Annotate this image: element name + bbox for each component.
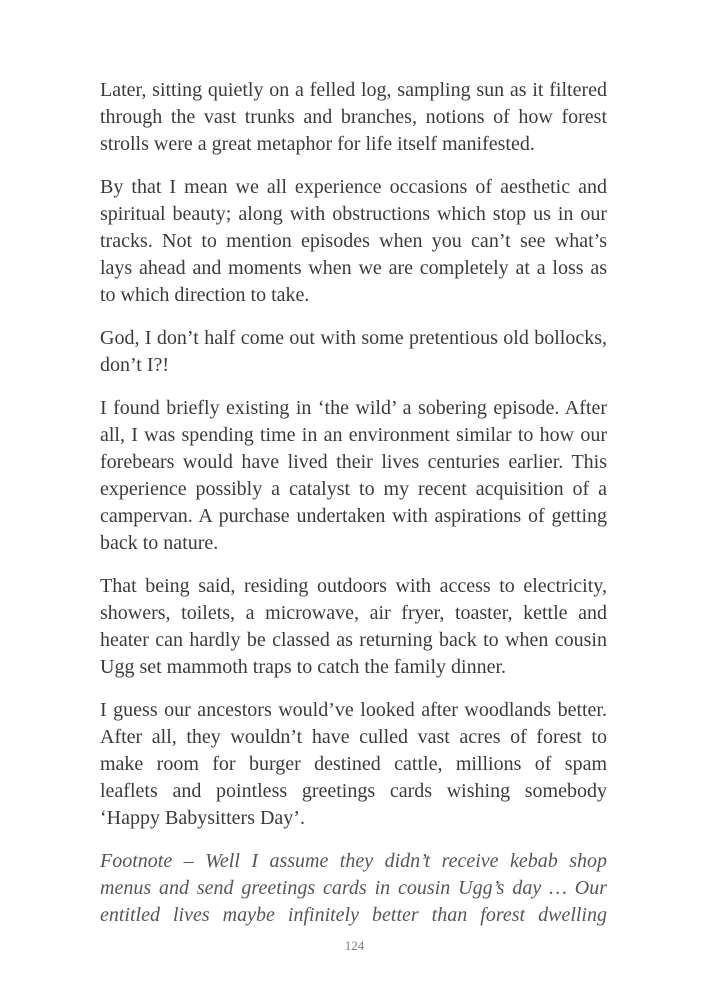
paragraph-line: Ugg set mammoth traps to catch the family dinner. [100, 656, 507, 678]
paragraph-line: to which direction to take. [100, 284, 310, 306]
paragraph-line: That being said, residing outdoors with access to electricity, [100, 575, 607, 597]
paragraph-line: By that I mean we all experience occasions of aesthetic and [100, 176, 607, 198]
paragraph-line: I guess our ancestors would’ve looked after woodlands better. [100, 699, 607, 721]
paragraph-line: tracks. Not to mention episodes when you can’t see what’s [100, 230, 607, 252]
paragraph-line: I found briefly existing in ‘the wild’ a sobering episode. After [100, 397, 607, 419]
paragraph [100, 573, 607, 681]
paragraph [100, 77, 607, 158]
paragraph-line: Later, sitting quietly on a felled log, sampling sun as it filtered [100, 79, 607, 101]
paragraph-line: spiritual beauty; along with obstructions which stop us in our [100, 203, 607, 225]
paragraph-line: make room for burger destined cattle, millions of spam [100, 753, 607, 775]
paragraph-line: lays ahead and moments when we are completely at a loss as [100, 257, 607, 279]
page-content [100, 77, 607, 929]
paragraph-line: forebears would have lived their lives centuries earlier. This [100, 451, 607, 473]
paragraph-line: experience possibly a catalyst to my recent acquisition of a [100, 478, 607, 500]
paragraph-line: ‘Happy Babysitters Day’. [100, 807, 305, 829]
paragraph-line: all, I was spending time in an environment similar to how our [100, 424, 607, 446]
footnote-paragraph [100, 848, 607, 929]
paragraph [100, 174, 607, 309]
paragraph-line: entitled lives maybe infinitely better than forest dwelling [100, 904, 607, 926]
page-number: 124 [344, 938, 365, 953]
paragraph-line: leaflets and pointless greetings cards wishing somebody [100, 780, 607, 802]
paragraph-line: showers, toilets, a microwave, air fryer, toaster, kettle and [100, 602, 607, 624]
paragraph-line: don’t I?! [100, 354, 170, 376]
paragraph-line: menus and send greetings cards in cousin Ugg’s day … Our [100, 877, 607, 899]
paragraph-line: strolls were a great metaphor for life itself manifested. [100, 133, 535, 155]
paragraph-line: campervan. A purchase undertaken with aspirations of getting [100, 505, 607, 527]
paragraph-line: back to nature. [100, 532, 219, 554]
paragraph-line: through the vast trunks and branches, notions of how forest [100, 106, 607, 128]
paragraph [100, 325, 607, 379]
paragraph-line: Footnote – Well I assume they didn’t receive kebab shop [100, 850, 607, 872]
paragraph-line: God, I don’t half come out with some pretentious old bollocks, [100, 327, 607, 349]
paragraph-line: After all, they wouldn’t have culled vast acres of forest to [100, 726, 607, 748]
paragraph-line: heater can hardly be classed as returning back to when cousin [100, 629, 607, 651]
paragraph [100, 697, 607, 832]
paragraph [100, 395, 607, 557]
